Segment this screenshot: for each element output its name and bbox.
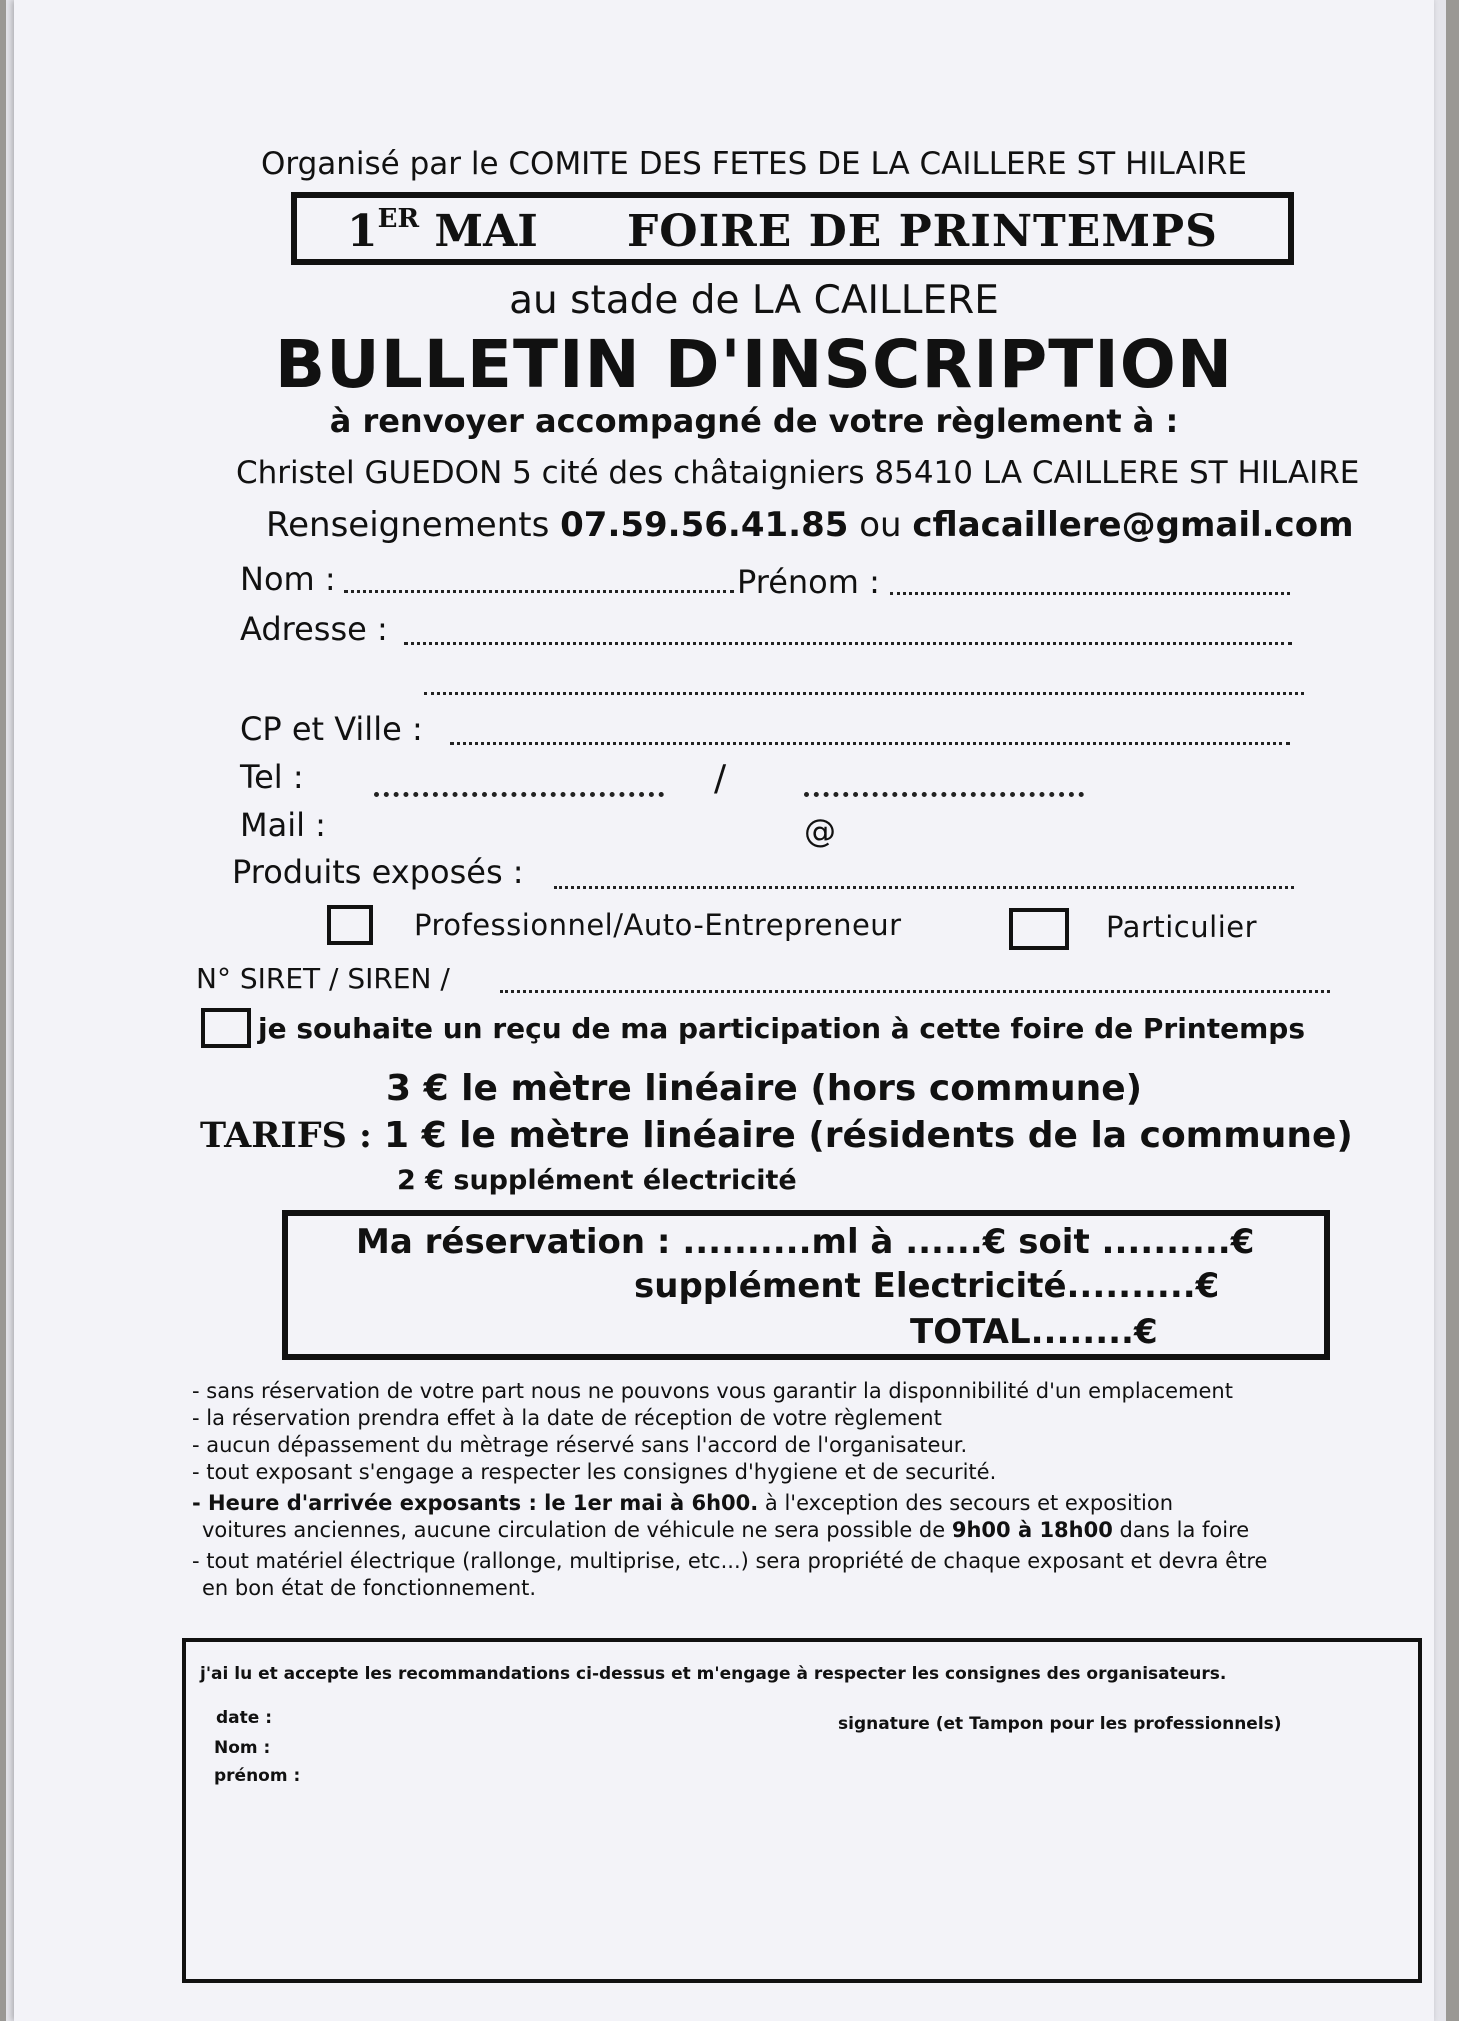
- note-arrival: - Heure d'arrivée exposants : le 1er mai à 6h00. à l'exception des secours et exposition: [192, 1491, 1174, 1515]
- event-name: FOIRE DE PRINTEMPS: [627, 206, 1218, 257]
- cp-ville-field[interactable]: [450, 742, 1290, 745]
- tel-label: Tel :: [240, 758, 304, 796]
- event-title-box: [291, 192, 1294, 265]
- adresse-field-line2[interactable]: [424, 692, 1304, 695]
- mail-label: Mail :: [240, 806, 326, 844]
- cp-ville-label: CP et Ville :: [240, 710, 423, 748]
- nom-signature-label[interactable]: Nom :: [214, 1738, 271, 1758]
- date-label[interactable]: date :: [216, 1708, 273, 1728]
- mail-at[interactable]: @: [804, 812, 836, 850]
- total-line[interactable]: TOTAL........€: [910, 1312, 1158, 1352]
- siret-field[interactable]: [500, 990, 1330, 993]
- note-electric-continued: en bon état de fonctionnement.: [202, 1576, 537, 1600]
- recu-label: je souhaite un reçu de ma participation à cette foire de Printemps: [258, 1012, 1305, 1045]
- note-arrival-continued: voitures anciennes, aucune circulation de véhicule ne sera possible de 9h00 à 18h00 dans la foire: [202, 1518, 1250, 1542]
- form-title: BULLETIN D'INSCRIPTION: [274, 326, 1234, 403]
- produits-field[interactable]: [554, 886, 1294, 889]
- return-address: Christel GUEDON 5 cité des châtaigniers 85410 LA CAILLERE ST HILAIRE: [236, 455, 1360, 491]
- recu-checkbox[interactable]: [201, 1008, 251, 1048]
- tel-separator: /: [714, 758, 727, 799]
- prenom-signature-label[interactable]: prénom :: [214, 1766, 301, 1786]
- return-instruction: à renvoyer accompagné de votre règlement à :: [329, 402, 1179, 440]
- adresse-field-line1[interactable]: [404, 642, 1292, 645]
- tarif-label: TARIFS :: [200, 1115, 372, 1156]
- tarif-commune: 1 € le mètre linéaire (résidents de la commune): [384, 1115, 1353, 1156]
- tarif-hors-commune: 3 € le mètre linéaire (hors commune): [386, 1068, 1143, 1109]
- particulier-checkbox[interactable]: [1009, 908, 1069, 950]
- contact-phone: 07.59.56.41.85: [560, 505, 849, 545]
- prenom-label: Prénom :: [737, 563, 880, 601]
- tel-field-part2[interactable]: [804, 792, 1084, 797]
- tel-field-part1[interactable]: [374, 792, 664, 797]
- produits-label: Produits exposés :: [232, 853, 524, 891]
- signature-box: [182, 1638, 1422, 1983]
- particulier-label: Particulier: [1106, 910, 1258, 944]
- nom-field[interactable]: [344, 590, 734, 593]
- note-item: - la réservation prendra effet à la date de réception de votre règlement: [192, 1406, 942, 1430]
- organizer-line: Organisé par le COMITE DES FETES DE LA CAILLERE ST HILAIRE: [260, 146, 1248, 182]
- contact-email: cflacaillere@gmail.com: [912, 505, 1354, 545]
- professionnel-label: Professionnel/Auto-Entrepreneur: [414, 908, 902, 942]
- supplement-electricite-line[interactable]: supplément Electricité..........€: [634, 1266, 1220, 1306]
- acceptance-statement: j'ai lu et accepte les recommandations ci-dessus et m'engage à respecter les consignes des organisateurs.: [200, 1664, 1227, 1684]
- siret-label: N° SIRET / SIREN /: [196, 962, 450, 995]
- tarif-electricite: 2 € supplément électricité: [397, 1165, 797, 1196]
- note-electric: - tout matériel électrique (rallonge, multiprise, etc...) sera propriété de chaque exposant et devra être: [192, 1549, 1268, 1573]
- note-item: - sans réservation de votre part nous ne pouvons vous garantir la disponnibilité d'un emplacement: [192, 1379, 1233, 1403]
- note-item: - aucun dépassement du mètrage réservé sans l'accord de l'organisateur.: [192, 1433, 968, 1457]
- registration-form-sheet: [14, 0, 1434, 2021]
- adresse-label: Adresse :: [240, 610, 388, 648]
- reservation-box: [282, 1210, 1330, 1360]
- signature-label[interactable]: signature (et Tampon pour les professionnels): [838, 1714, 1282, 1734]
- professionnel-checkbox[interactable]: [327, 905, 373, 945]
- notes-list: [192, 1378, 1267, 1602]
- contact-info: Renseignements 07.59.56.41.85 ou cflacaillere@gmail.com: [266, 505, 1354, 545]
- event-date: 1ER MAI: [347, 204, 538, 257]
- venue-line: au stade de LA CAILLERE: [509, 278, 999, 323]
- reservation-line[interactable]: Ma réservation : ..........ml à ......€ soit ..........€: [356, 1222, 1255, 1262]
- prenom-field[interactable]: [890, 592, 1290, 595]
- nom-label: Nom :: [240, 560, 336, 598]
- note-item: - tout exposant s'engage a respecter les consignes d'hygiene et de securité.: [192, 1460, 997, 1484]
